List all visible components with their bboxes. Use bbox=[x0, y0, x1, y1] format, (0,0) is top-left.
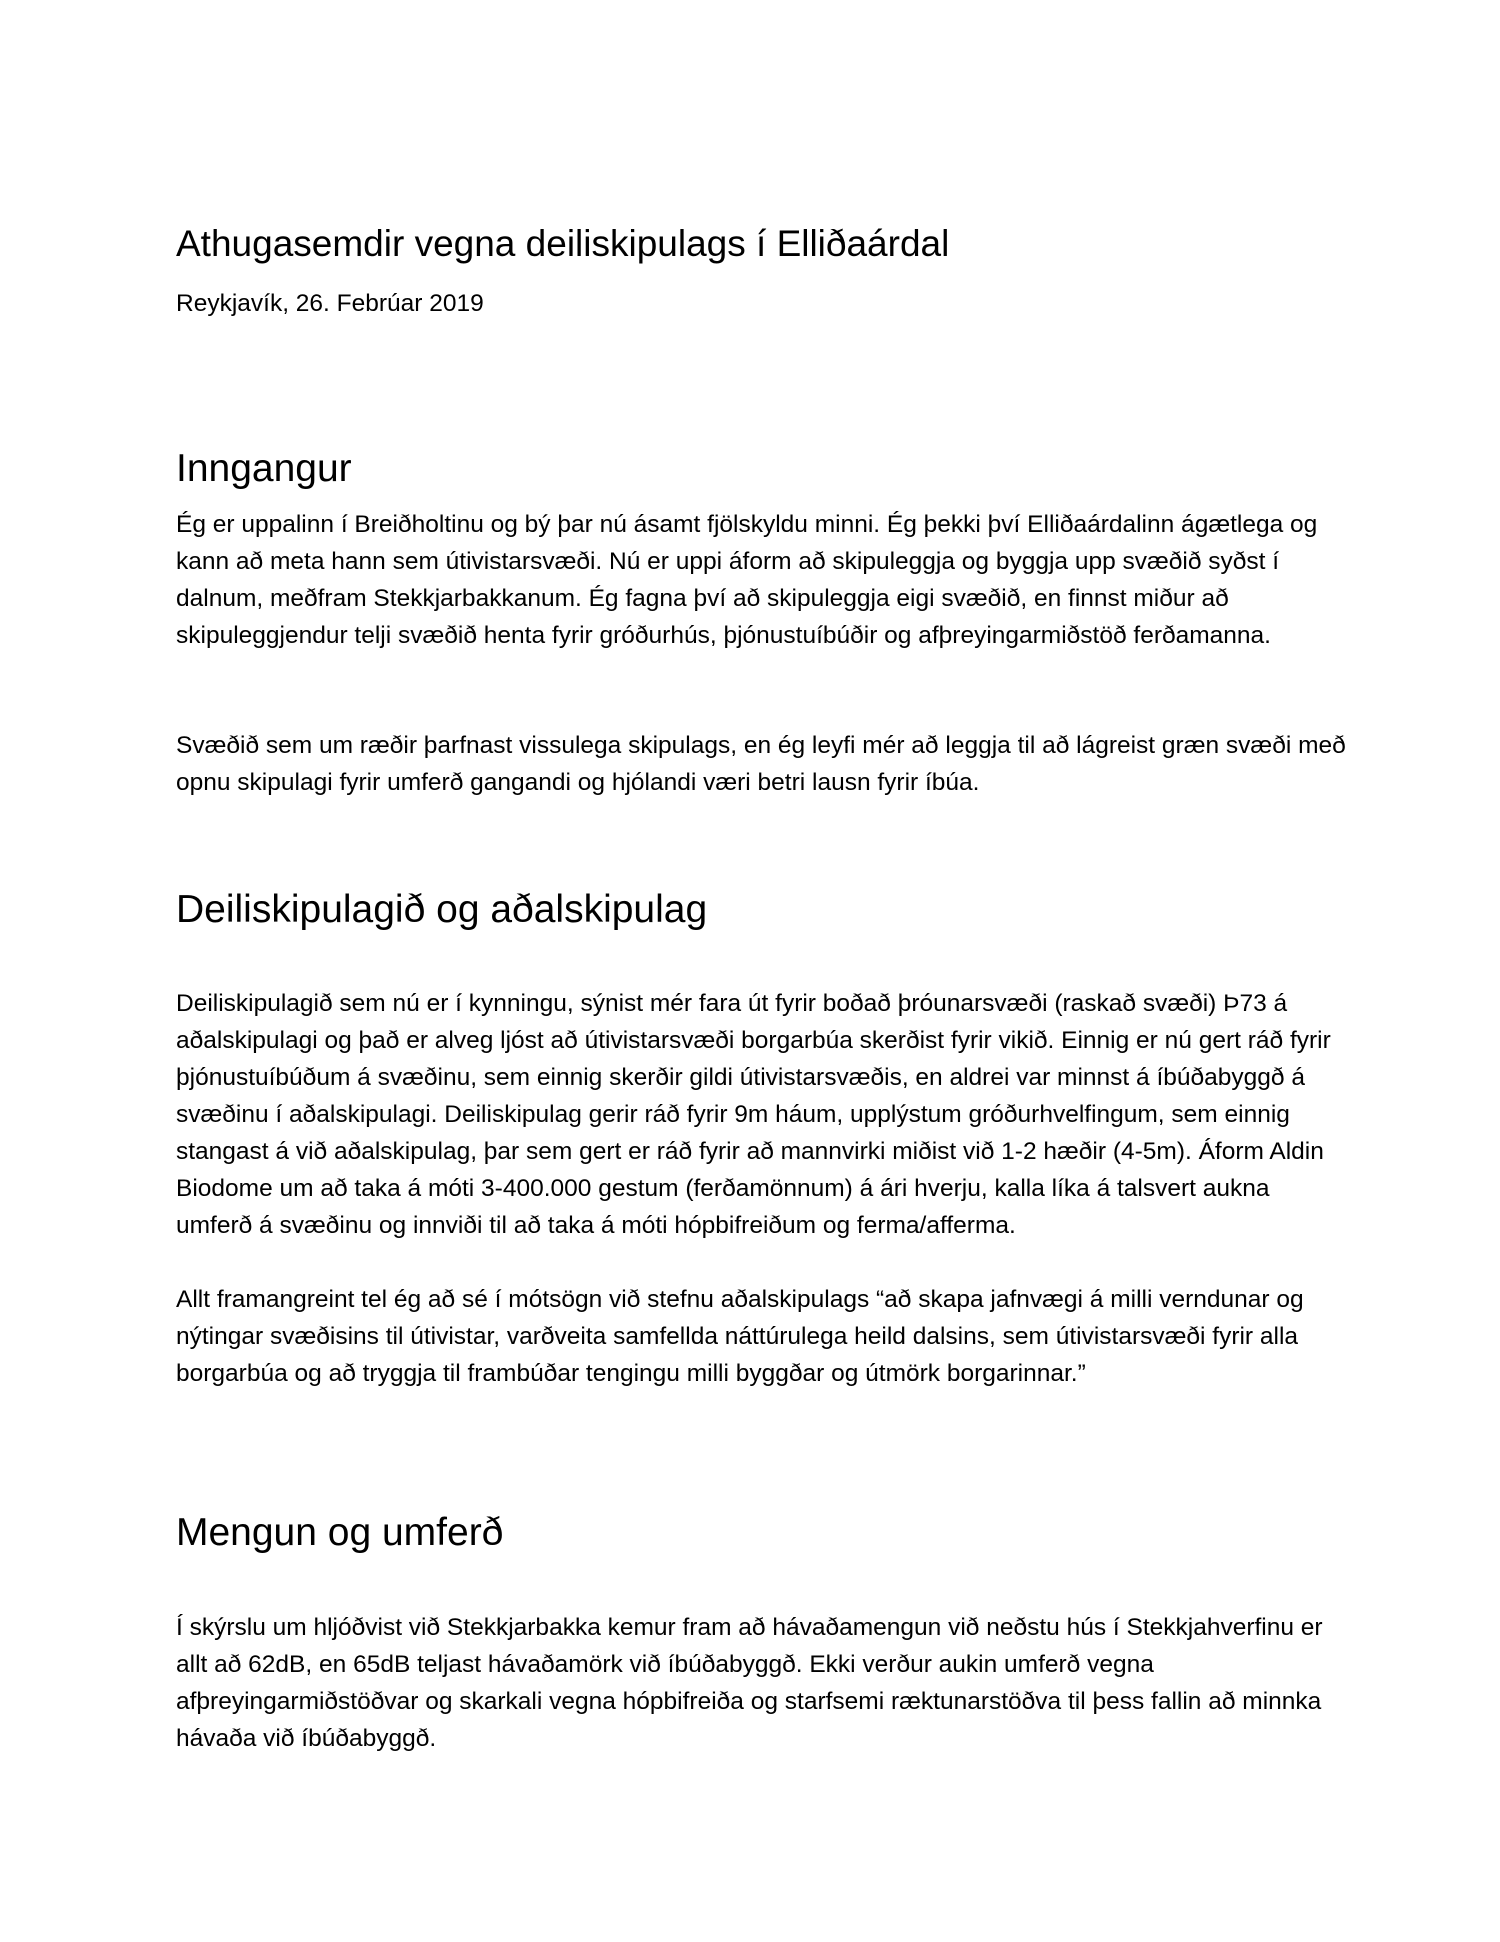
document-date: Reykjavík, 26. Febrúar 2019 bbox=[176, 290, 484, 317]
paragraph: Svæðið sem um ræðir þarfnast vissulega skipulags, en ég leyfi mér að leggja til að lágreist græn svæði með opnu skipulagi fyrir umferð gangandi og hjólandi væri betri lausn fyrir íbúa. bbox=[176, 732, 1346, 796]
section-heading-mengun: Mengun og umferð bbox=[176, 1511, 504, 1554]
paragraph: Deiliskipulagið sem nú er í kynningu, sýnist mér fara út fyrir boðað þróunarsvæði (raskað svæði) Þ73 á aðalskipulagi og það er alveg ljóst að útivistarsvæði borgarbúa skerðist fyrir vikið. Einnig er nú gert ráð fyrir þjónustuíbúðum á svæðinu, sem einnig skerðir gildi útivistarsvæðis, en aldrei var minnst á íbúðabyggð á svæðinu í aðalskipulagi. Deiliskipulag gerir ráð fyrir 9m háum, upplýstum gróðurhvelfingum, sem einnig stangast á við aðalskipulag, þar sem gert er ráð fyrir að mannvirki miðist við 1-2 hæðir (4-5m). Áform Aldin Biodome um að taka á móti 3-400.000 gestum (ferðamönnum) á ári hverju, kalla líka á talsvert aukna umferð á svæðinu og innviði til að taka á móti hópbifreiðum og ferma/afferma. bbox=[176, 990, 1331, 1239]
section-heading-inngangur: Inngangur bbox=[176, 447, 352, 490]
paragraph: Allt framangreint tel ég að sé í mótsögn við stefnu aðalskipulags “að skapa jafnvægi á milli verndunar og nýtingar svæðisins til útivistar, varðveita samfellda náttúrulega heild dalsins, sem útivistarsvæði fyrir alla borgarbúa og að tryggja til frambúðar tengingu milli byggðar og útmörk borgarinnar.” bbox=[176, 1286, 1304, 1387]
section-heading-deiliskipulag: Deiliskipulagið og aðalskipulag bbox=[176, 888, 708, 931]
document-title: Athugasemdir vegna deiliskipulags í Elliðaárdal bbox=[176, 223, 950, 264]
paragraph: Ég er uppalinn í Breiðholtinu og bý þar nú ásamt fjölskyldu minni. Ég þekki því Elliðaárdalinn ágætlega og kann að meta hann sem útivistarsvæði. Nú er uppi áform að skipuleggja og byggja upp svæðið syðst í dalnum, meðfram Stekkjarbakkanum. Ég fagna því að skipuleggja eigi svæðið, en finnst miður að skipuleggjendur telji svæðið henta fyrir gróðurhús, þjónustuíbúðir og afþreyingarmiðstöð ferðamanna. bbox=[176, 511, 1318, 649]
paragraph: Í skýrslu um hljóðvist við Stekkjarbakka kemur fram að hávaðamengun við neðstu hús í Stekkjahverfinu er allt að 62dB, en 65dB teljast hávaðamörk við íbúðabyggð. Ekki verður aukin umferð vegna afþreyingarmiðstöðvar og skarkali vegna hópbifreiða og starfsemi ræktunarstöðva til þess fallin að minnka hávaða við íbúðabyggð. bbox=[176, 1614, 1323, 1752]
